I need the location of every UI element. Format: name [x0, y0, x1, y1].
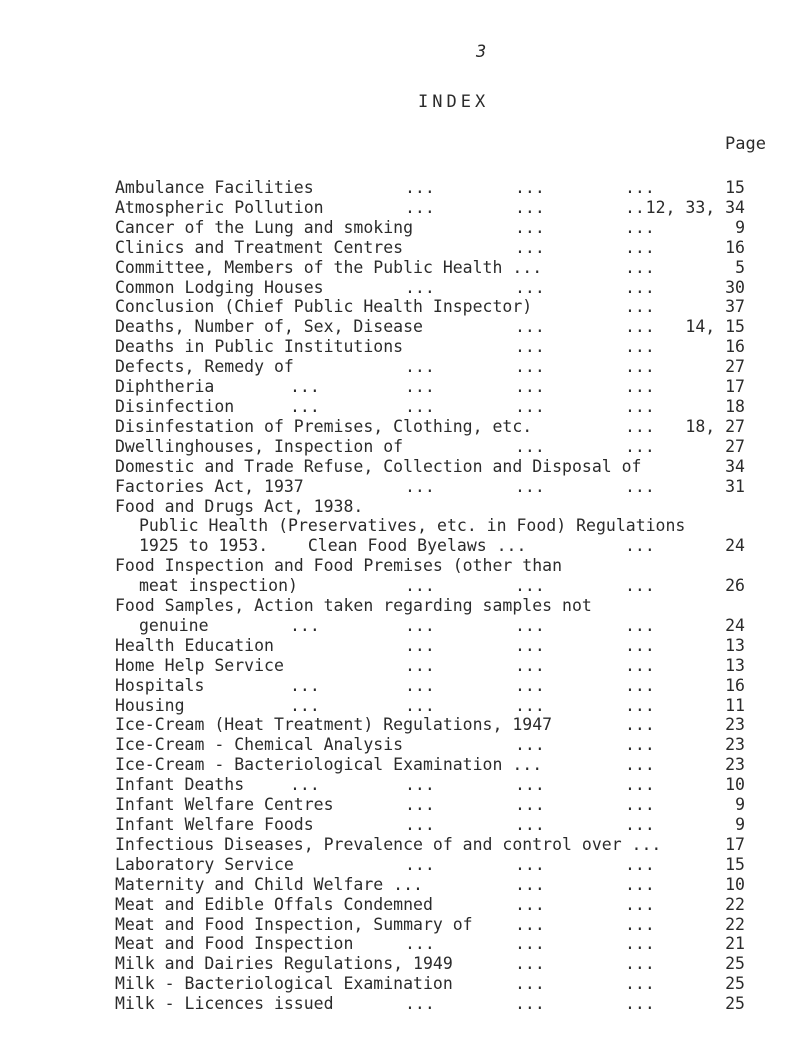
dot-leader: ... [405, 277, 435, 297]
index-entry-text: Factories Act, 1937 [115, 476, 304, 496]
index-entry [115, 297, 745, 317]
index-entry-text: Health Education [115, 635, 274, 655]
dot-leader: ... [405, 178, 435, 197]
dot-leader: ... [625, 775, 655, 795]
dot-leader: ... [290, 615, 320, 635]
dot-leader: ... [625, 178, 655, 197]
dot-leader: ... [515, 197, 545, 217]
dot-leader: ... [405, 476, 435, 496]
index-entry [115, 178, 745, 198]
dot-leader: ... [405, 655, 435, 675]
index-entry [115, 198, 745, 218]
dot-leader: ... [405, 576, 435, 596]
index-entry [115, 278, 745, 298]
index-entry-text: Ice-Cream - Chemical Analysis [115, 735, 404, 755]
dot-leader: ... [625, 317, 655, 337]
index-entry-page: 13 [725, 655, 745, 675]
index-entry [115, 616, 745, 636]
dot-leader: ... [625, 655, 655, 675]
dot-leader: ... [515, 217, 545, 237]
dot-leader: ... [625, 894, 655, 914]
dot-leader: ... [515, 436, 545, 456]
dot-leader: ... [515, 615, 545, 635]
dot-leader: ... [625, 615, 655, 635]
dot-leader: ... [405, 357, 435, 377]
index-entry-page: 24 [725, 615, 745, 635]
index-entry-text: Home Help Service [115, 655, 284, 675]
index-entry [115, 835, 745, 855]
index-entry [115, 218, 745, 238]
index-entry [115, 636, 745, 656]
index-entry-page: 22 [725, 894, 745, 914]
index-entry-text: Diphtheria [115, 377, 215, 397]
index-entry-text: Food Inspection and Food Premises (other than [115, 556, 563, 576]
index-entry-page: 27 [725, 436, 745, 456]
index-entry-page: 25 [725, 994, 745, 1014]
dot-leader: ... [515, 317, 545, 337]
index-entry-page: 15 [725, 854, 745, 874]
dot-leader: ... [515, 476, 545, 496]
index-entry-text: Deaths in Public Institutions [115, 337, 404, 357]
index-entry-text: Food Samples, Action taken regarding samples not [115, 596, 592, 616]
index-entry-text: Ice-Cream - Bacteriological Examination ... [115, 755, 543, 775]
dot-leader: ... [625, 297, 655, 317]
dot-leader: ... [515, 735, 545, 755]
dot-leader: ... [405, 396, 435, 416]
dot-leader: ... [625, 337, 655, 357]
index-entry-text: Domestic and Trade Refuse, Collection and Disposal of [115, 456, 642, 476]
index-entry-text: Ice-Cream (Heat Treatment) Regulations, 1947 [115, 715, 553, 735]
dot-leader: ... [625, 377, 655, 397]
dot-leader: ... [625, 715, 655, 735]
dot-leader: ... [515, 874, 545, 894]
dot-leader: ... [515, 994, 545, 1014]
dot-leader: ... [405, 994, 435, 1014]
index-entry-page: 14, 15 [685, 317, 745, 337]
index-entry [115, 317, 745, 337]
dot-leader: ... [625, 914, 655, 934]
index-entry-page: 22 [725, 914, 745, 934]
index-entry-text: Maternity and Child Welfare ... [115, 874, 423, 894]
dot-leader: ... [515, 655, 545, 675]
dot-leader: ... [515, 377, 545, 397]
dot-leader: ... [515, 934, 545, 954]
index-entry [115, 656, 745, 676]
index-entry [115, 536, 745, 556]
dot-leader: ... [515, 178, 545, 197]
dot-leader: ... [290, 775, 320, 795]
dot-leader: ... [625, 217, 655, 237]
dot-leader: ... [625, 815, 655, 834]
index-entry [115, 457, 745, 477]
dot-leader: ... [515, 974, 545, 994]
index-entry-text: Dwellinghouses, Inspection of [115, 436, 404, 456]
dot-leader: ... [515, 695, 545, 715]
dot-leader: ... [405, 635, 435, 655]
dot-leader: ... [515, 635, 545, 655]
index-entry [115, 377, 745, 397]
index-entry-text: Housing [115, 695, 185, 715]
index-entry-page: 23 [725, 735, 745, 755]
index-entry [115, 815, 745, 835]
index-entry-page: 25 [725, 954, 745, 974]
index-entry-text: Milk - Licences issued [115, 994, 334, 1014]
index-entry-text: Ambulance Facilities [115, 178, 314, 197]
dot-leader: ... [405, 377, 435, 397]
dot-leader: ... [405, 934, 435, 954]
dot-leader: ... [625, 974, 655, 994]
dot-leader: ... [625, 436, 655, 456]
dot-leader: ... [515, 795, 545, 815]
index-entry [115, 337, 745, 357]
index-entry-page: 23 [725, 715, 745, 735]
index-entry [115, 994, 745, 1014]
index-entry-text: meat inspection) [139, 576, 298, 596]
index-entry [115, 497, 745, 517]
index-entry-text: 1925 to 1953. Clean Food Byelaws ... [139, 536, 527, 556]
dot-leader: ... [625, 396, 655, 416]
index-entry-page: 5 [735, 257, 745, 277]
dot-leader: ... [515, 277, 545, 297]
index-entry [115, 437, 745, 457]
dot-leader: ... [290, 396, 320, 416]
index-entry [115, 775, 745, 795]
dot-leader: ... [625, 954, 655, 974]
index-entry [115, 795, 745, 815]
index-entry-page: 9 [735, 217, 745, 237]
index-entry [115, 715, 745, 735]
index-entry-text: Conclusion (Chief Public Health Inspector) [115, 297, 533, 317]
index-entry-text: Food and Drugs Act, 1938. [115, 496, 364, 516]
index-entry [115, 696, 745, 716]
dot-leader: ... [515, 914, 545, 934]
index-entry-page: 18, 27 [685, 416, 745, 436]
dot-leader: ... [515, 337, 545, 357]
dot-leader: ... [625, 795, 655, 815]
index-entry [115, 934, 745, 954]
dot-leader: ... [625, 755, 655, 775]
dot-leader: ... [405, 197, 435, 217]
dot-leader: ... [405, 695, 435, 715]
dot-leader: ... [625, 994, 655, 1014]
index-entry-page: 31 [725, 476, 745, 496]
dot-leader: ... [405, 815, 435, 834]
index-entry [115, 735, 745, 755]
index-entry-text: Common Lodging Houses [115, 277, 324, 297]
index-entry [115, 676, 745, 696]
index-entry-text: Infant Welfare Centres [115, 795, 334, 815]
index-entry-page: 30 [725, 277, 745, 297]
index-entry-text: Milk - Bacteriological Examination [115, 974, 453, 994]
index-entry-page: 34 [725, 456, 745, 476]
index-entry [115, 516, 745, 536]
dot-leader: ... [405, 775, 435, 795]
index-entry-page: 9 [735, 795, 745, 815]
index-entry-page: 26 [725, 576, 745, 596]
dot-leader: ... [625, 416, 655, 436]
index-entry-text: Committee, Members of the Public Health ... [115, 257, 543, 277]
index-entry-text: Meat and Food Inspection, Summary of [115, 914, 473, 934]
index-entry-text: Milk and Dairies Regulations, 1949 [115, 954, 453, 974]
index-entry [115, 875, 745, 895]
index-entry [115, 915, 745, 935]
index-entry-text: Deaths, Number of, Sex, Disease [115, 317, 423, 337]
dot-leader: ... [625, 476, 655, 496]
index-entry [115, 556, 745, 576]
index-entry-text: Clinics and Treatment Centres [115, 237, 404, 257]
index-entry-text: Public Health (Preservatives, etc. in Food) Regulations [139, 516, 686, 536]
dot-leader: ... [625, 695, 655, 715]
dot-leader: ... [405, 795, 435, 815]
index-entry-text: Infant Deaths [115, 775, 245, 795]
index-entry [115, 258, 745, 278]
dot-leader: ... [515, 954, 545, 974]
index-entry-page: 10 [725, 874, 745, 894]
index-entry-page: 23 [725, 755, 745, 775]
index-entry [115, 755, 745, 775]
index-entry [115, 954, 745, 974]
index-entry-page: 24 [725, 536, 745, 556]
dot-leader: ... [625, 357, 655, 377]
index-entry-text: Hospitals [115, 675, 205, 695]
index-entry-text: Disinfection [115, 396, 235, 416]
dot-leader: ... [405, 854, 435, 874]
dot-leader: ... [405, 615, 435, 635]
index-entry-text: Cancer of the Lung and smoking [115, 217, 414, 237]
index-entry-page: 21 [725, 934, 745, 954]
index-entry [115, 596, 745, 616]
dot-leader: ... [515, 396, 545, 416]
dot-leader: ... [290, 695, 320, 715]
dot-leader: ... [625, 237, 655, 257]
dot-leader: ... [625, 635, 655, 655]
index-entry [115, 417, 745, 437]
dot-leader: ... [625, 934, 655, 954]
index-entry-page: 16 [725, 675, 745, 695]
index-entry-page: 18 [725, 396, 745, 416]
index-entry-text: Meat and Edible Offals Condemned [115, 894, 433, 914]
dot-leader: ... [515, 815, 545, 834]
index-entry-page: 16 [725, 337, 745, 357]
index-entry-page: 10 [725, 775, 745, 795]
index-entry-text: Atmospheric Pollution [115, 197, 324, 217]
index-entry-text: Meat and Food Inspection [115, 934, 354, 954]
dot-leader: ... [290, 377, 320, 397]
dot-leader: ... [515, 237, 545, 257]
index-entries [115, 178, 745, 1014]
index-entry-page: 11 [725, 695, 745, 715]
dot-leader: ... [625, 874, 655, 894]
index-entry-text: genuine [139, 615, 209, 635]
index-entry-page: 17 [725, 834, 745, 854]
dot-leader: ... [515, 775, 545, 795]
index-entry [115, 974, 745, 994]
index-entry [115, 238, 745, 258]
index-entry [115, 576, 745, 596]
index-entry [115, 397, 745, 417]
index-entry-page: 37 [725, 297, 745, 317]
index-entry [115, 477, 745, 497]
dot-leader: ... [290, 675, 320, 695]
page-title: INDEX [418, 92, 490, 112]
index-entry-text: Disinfestation of Premises, Clothing, etc. [115, 416, 533, 436]
index-entry [115, 895, 745, 915]
index-entry [115, 855, 745, 875]
dot-leader: ... [625, 536, 655, 556]
dot-leader: ... [625, 257, 655, 277]
index-entry-text: Infectious Diseases, Prevalence of and control over ... [115, 834, 662, 854]
index-entry [115, 357, 745, 377]
index-entry-page: 13 [725, 635, 745, 655]
dot-leader: ... [515, 854, 545, 874]
dot-leader: ... [625, 735, 655, 755]
dot-leader: .. [625, 197, 645, 217]
dot-leader: ... [625, 277, 655, 297]
index-entry-text: Infant Welfare Foods [115, 815, 314, 834]
page-column-heading: Page [725, 134, 766, 154]
index-entry-page: 15 [725, 178, 745, 197]
page-number: 3 [476, 42, 487, 62]
index-entry-page: 17 [725, 377, 745, 397]
dot-leader: ... [515, 357, 545, 377]
index-entry-text: Laboratory Service [115, 854, 294, 874]
dot-leader: ... [625, 576, 655, 596]
index-entry-page: 16 [725, 237, 745, 257]
index-entry-page: 25 [725, 974, 745, 994]
index-entry-text: Defects, Remedy of [115, 357, 294, 377]
dot-leader: ... [515, 894, 545, 914]
dot-leader: ... [515, 675, 545, 695]
index-entry-page: 9 [735, 815, 745, 834]
index-entry-page: 12, 33, 34 [645, 197, 745, 217]
dot-leader: ... [625, 675, 655, 695]
dot-leader: ... [515, 576, 545, 596]
index-entry-page: 27 [725, 357, 745, 377]
dot-leader: ... [625, 854, 655, 874]
dot-leader: ... [405, 675, 435, 695]
